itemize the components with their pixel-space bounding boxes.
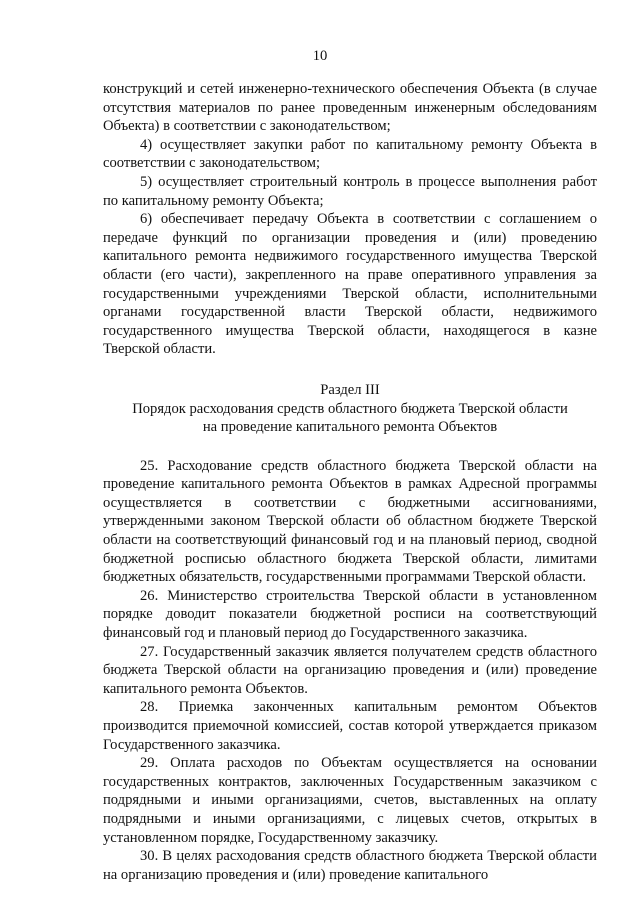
document-body — [103, 80, 597, 884]
clause-26: 26. Министерство строительства Тверской области в установленном порядке доводит показатели бюджетной росписи на соответствующий финансовый год и плановый период до Государственного заказчика. — [103, 587, 597, 642]
list-item-6: 6) обеспечивает передачу Объекта в соответствии с соглашением о передаче функций по организации проведения и (или) проведению капитального ремонта недвижимого государственного имущества Тверской области (его части), закрепленного на праве оперативного управления за государственными учреждениями Тверской области, исполнительными органами государственной власти Тверской области, недвижимого государственного имущества Тверской области, находящегося в казне Тверской области. — [103, 211, 597, 358]
list-item-4: 4) осуществляет закупки работ по капитальному ремонту Объекта в соответствии с законодательством; — [103, 136, 597, 172]
page-number: 10 — [312, 48, 328, 64]
clause-29: 29. Оплата расходов по Объектам осуществляется на основании государственных контрактов, заключенных Государственным заказчиком с подрядными и иными организациями, счетов, выставленных на оплату подрядными и иными организациями, с лицевых счетов, открытых в установленном порядке, Государственному заказчику. — [103, 755, 597, 846]
paragraph-continuation: конструкций и сетей инженерно-технического обеспечения Объекта (в случае отсутствия материалов по ранее проведенным инженерным обследованиям Объекта) в соответствии с законодательством; — [103, 81, 597, 135]
clause-27: 27. Государственный заказчик является получателем средств областного бюджета Тверской области на организацию проведения и (или) проведение капитального ремонта Объектов. — [103, 643, 597, 697]
clause-28: 28. Приемка законченных капитальным ремонтом Объектов производится приемочной комиссией, состав которой утверждается приказом Государственного заказчика. — [103, 699, 597, 753]
section-title-line1: Порядок расходования средств областного бюджета Тверской области — [132, 400, 568, 417]
section-title-line2: на проведение капитального ремонта Объектов — [202, 419, 498, 436]
clause-25: 25. Расходование средств областного бюджета Тверской области на проведение капитального ремонта Объектов в рамках Адресной программы осуществляется в соответствии с бюджетными ассигнованиями, утвержденными законом Тверской области об областном бюджете Тверской области на соответствующий финансовый год и на плановый период, сводной бюджетной росписью областного бюджета Тверской области, лимитами бюджетных обязательств, государственными программами Тверской области. — [103, 457, 597, 586]
section-number: Раздел III — [320, 381, 380, 398]
clause-30: 30. В целях расходования средств областного бюджета Тверской области на организацию проведения и (или) проведение капитального — [103, 848, 597, 883]
list-item-5: 5) осуществляет строительный контроль в процессе выполнения работ по капитальному ремонту Объекта; — [103, 173, 597, 209]
